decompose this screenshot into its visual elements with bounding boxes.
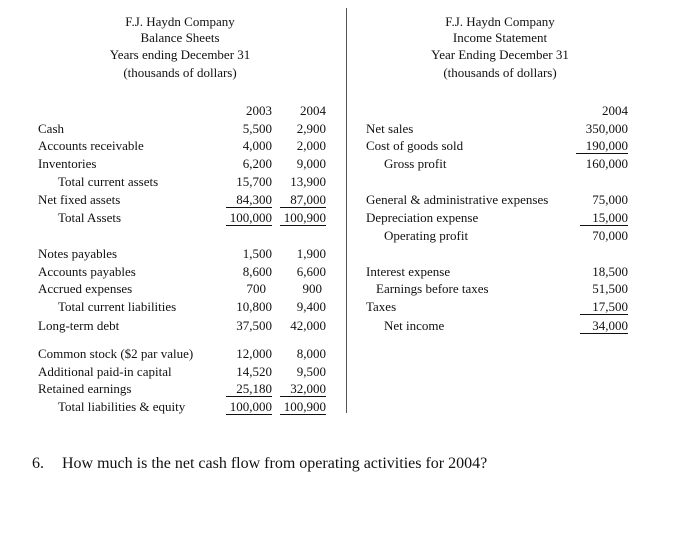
common-stock-label: Common stock ($2 par value) <box>38 346 194 361</box>
total-assets-2004: 100,900 <box>280 210 326 226</box>
ga-expenses-label: General & administrative expenses <box>366 192 549 207</box>
depreciation-expense-value: 15,000 <box>580 210 628 226</box>
is-company-name: F.J. Haydn Company <box>445 14 555 29</box>
additional-paid-in-capital-2004: 9,500 <box>296 364 326 379</box>
net-fixed-assets-label: Net fixed assets <box>38 192 121 207</box>
total-current-liabilities-2004: 9,400 <box>296 299 326 314</box>
total-current-liabilities-label: Total current liabilities <box>58 299 177 314</box>
notes-payables-2004: 1,900 <box>296 246 326 261</box>
common-stock-2004: 8,000 <box>296 346 326 361</box>
cash-2003: 5,500 <box>242 121 272 136</box>
bs-year-2004: 2004 <box>300 103 326 118</box>
total-liabilities-equity-label: Total liabilities & equity <box>58 399 186 414</box>
question-text: How much is the net cash flow from operating activities for 2004? <box>62 455 488 472</box>
bs-units: (thousands of dollars) <box>123 65 237 80</box>
total-current-liabilities-2003: 10,800 <box>236 299 272 314</box>
accounts-receivable-2004: 2,000 <box>296 138 326 153</box>
common-stock-2003: 12,000 <box>236 346 272 361</box>
earnings-before-taxes-label: Earnings before taxes <box>376 281 489 296</box>
bs-title: Balance Sheets <box>140 30 220 45</box>
retained-earnings-2004: 32,000 <box>280 381 326 397</box>
depreciation-expense-label: Depreciation expense <box>366 210 479 225</box>
ga-expenses-value: 75,000 <box>592 192 628 207</box>
total-liabilities-equity-2003: 100,000 <box>226 399 272 415</box>
additional-paid-in-capital-label: Additional paid-in capital <box>38 364 172 379</box>
long-term-debt-label: Long-term debt <box>38 318 120 333</box>
is-title: Income Statement <box>452 30 548 45</box>
gross-profit-label: Gross profit <box>384 156 447 171</box>
gross-profit-value: 160,000 <box>585 156 628 171</box>
net-income-value: 34,000 <box>580 318 628 334</box>
net-fixed-assets-2004: 87,000 <box>280 192 326 208</box>
retained-earnings-2003: 25,180 <box>226 381 272 397</box>
net-income-label: Net income <box>384 318 445 333</box>
section-divider <box>346 8 347 413</box>
total-current-assets-2003: 15,700 <box>236 174 272 189</box>
accounts-receivable-label: Accounts receivable <box>38 138 144 153</box>
accrued-expenses-2004: 900 <box>302 281 322 296</box>
interest-expense-label: Interest expense <box>366 264 451 279</box>
retained-earnings-label: Retained earnings <box>38 381 132 396</box>
inventories-label: Inventories <box>38 156 97 171</box>
accounts-receivable-2003: 4,000 <box>242 138 272 153</box>
is-units: (thousands of dollars) <box>443 65 557 80</box>
bs-period: Years ending December 31 <box>109 47 251 62</box>
interest-expense-value: 18,500 <box>592 264 628 279</box>
bs-company-name: F.J. Haydn Company <box>125 14 235 29</box>
long-term-debt-2004: 42,000 <box>290 318 326 333</box>
taxes-label: Taxes <box>366 299 397 314</box>
total-liabilities-equity-2004: 100,900 <box>280 399 326 415</box>
earnings-before-taxes-value: 51,500 <box>592 281 628 296</box>
additional-paid-in-capital-2003: 14,520 <box>236 364 272 379</box>
cogs-value: 190,000 <box>576 138 628 154</box>
is-year-2004: 2004 <box>602 103 628 118</box>
cash-2004: 2,900 <box>296 121 326 136</box>
net-sales-label: Net sales <box>366 121 414 136</box>
taxes-value: 17,500 <box>580 299 628 315</box>
question-number: 6. <box>32 455 44 472</box>
accounts-payables-2004: 6,600 <box>296 264 326 279</box>
inventories-2003: 6,200 <box>242 156 272 171</box>
cogs-label: Cost of goods sold <box>366 138 464 153</box>
net-sales-value: 350,000 <box>585 121 628 136</box>
cash-label: Cash <box>38 121 64 136</box>
net-fixed-assets-2003: 84,300 <box>226 192 272 208</box>
operating-profit-label: Operating profit <box>384 228 469 243</box>
total-current-assets-2004: 13,900 <box>290 174 326 189</box>
long-term-debt-2003: 37,500 <box>236 318 272 333</box>
total-assets-label: Total Assets <box>58 210 122 225</box>
total-current-assets-label: Total current assets <box>58 174 159 189</box>
total-assets-2003: 100,000 <box>226 210 272 226</box>
accounts-payables-label: Accounts payables <box>38 264 136 279</box>
bs-year-2003: 2003 <box>246 103 272 118</box>
notes-payables-2003: 1,500 <box>242 246 272 261</box>
accounts-payables-2003: 8,600 <box>242 264 272 279</box>
inventories-2004: 9,000 <box>296 156 326 171</box>
operating-profit-value: 70,000 <box>592 228 628 243</box>
is-period: Year Ending December 31 <box>431 47 569 62</box>
accrued-expenses-label: Accrued expenses <box>38 281 133 296</box>
notes-payables-label: Notes payables <box>38 246 118 261</box>
accrued-expenses-2003: 700 <box>246 281 266 296</box>
